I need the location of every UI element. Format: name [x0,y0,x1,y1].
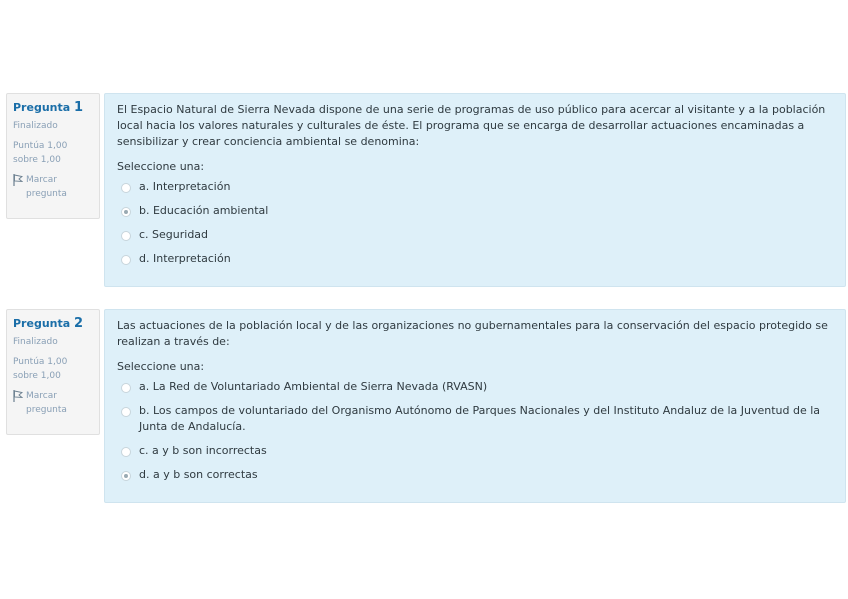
flag-icon [13,174,23,186]
answer-option-c[interactable] [117,227,833,243]
question-content [104,93,846,287]
answer-option-d[interactable] [117,467,833,483]
radio-button[interactable] [121,183,131,193]
question-info [6,93,100,219]
radio-button-selected[interactable] [121,471,131,481]
answer-prompt: Seleccione una: [117,160,205,173]
question-number-value: 1 [74,100,84,115]
flag-label-2: pregunta [26,189,67,199]
question-label: Pregunta [13,101,71,114]
answer-option-a[interactable] [117,379,833,395]
flag-label-1: Marcar [26,391,57,401]
radio-button-selected[interactable] [121,207,131,217]
option-label: b. Los campos de voluntariado del Organismo Autónomo de Parques Nacionales y del Instituto Andaluz de la Juventud de la Junta de Andalucía. [139,404,821,433]
radio-button[interactable] [121,383,131,393]
grade-line-2: sobre 1,00 [13,371,61,381]
option-label: a. Interpretación [139,180,231,193]
answer-options [117,379,833,483]
option-label: c. Seguridad [139,228,209,241]
answer-option-b[interactable] [117,403,833,435]
question-grade [13,139,93,167]
answer-option-d[interactable] [117,251,833,267]
radio-button[interactable] [121,447,131,457]
answer-prompt: Seleccione una: [117,360,205,373]
answer-options [117,179,833,267]
answer-option-b[interactable] [117,203,833,219]
question-state: Finalizado [13,337,58,347]
grade-line-1: Puntúa 1,00 [13,141,68,151]
grade-line-2: sobre 1,00 [13,155,61,165]
radio-button[interactable] [121,231,131,241]
question-text: Las actuaciones de la población local y de las organizaciones no gubernamentales para la conservación del espacio protegido se realizan a través de: [117,319,828,348]
option-label: d. a y b son correctas [139,468,258,481]
option-label: c. a y b son incorrectas [139,444,267,457]
flag-question-button[interactable] [13,173,93,201]
question-number [13,316,93,331]
radio-button[interactable] [121,407,131,417]
flag-label-2: pregunta [26,405,67,415]
flag-question-button[interactable] [13,389,93,417]
question-number-value: 2 [74,316,84,331]
question-number [13,100,93,115]
question-label: Pregunta [13,317,71,330]
question-grade [13,355,93,383]
option-label: d. Interpretación [139,252,231,265]
flag-label-1: Marcar [26,175,57,185]
option-label: b. Educación ambiental [139,204,269,217]
answer-option-c[interactable] [117,443,833,459]
answer-option-a[interactable] [117,179,833,195]
question-text: El Espacio Natural de Sierra Nevada dispone de una serie de programas de uso público para acercar al visitante y a la población local hacia los valores naturales y culturales de éste. El programa que se encarga de desarrollar actuaciones encaminadas a sensibilizar y crear conciencia ambiental se denomina: [117,103,826,148]
question-info [6,309,100,435]
grade-line-1: Puntúa 1,00 [13,357,68,367]
question-state: Finalizado [13,121,58,131]
radio-button[interactable] [121,255,131,265]
flag-icon [13,390,23,402]
question-content [104,309,846,503]
option-label: a. La Red de Voluntariado Ambiental de Sierra Nevada (RVASN) [139,380,488,393]
